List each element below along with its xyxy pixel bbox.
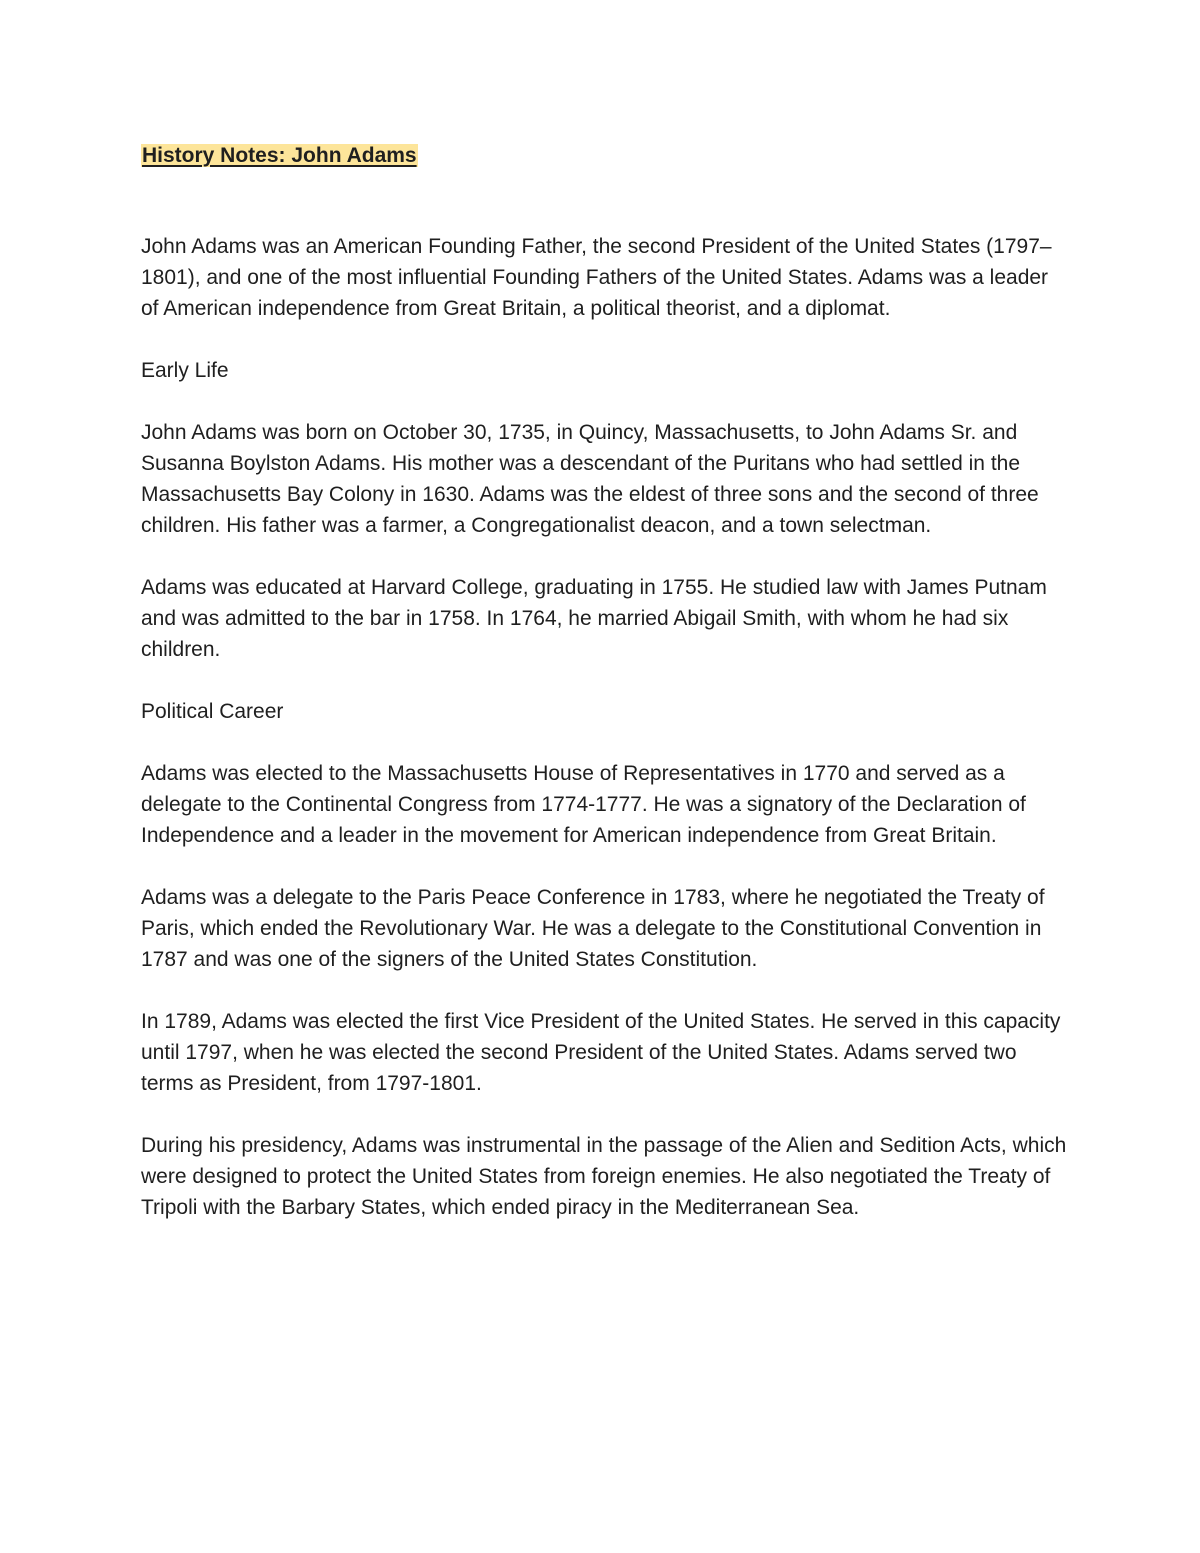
section-heading-early-life: Early Life [141,359,229,382]
document-page [141,140,1071,1254]
political-career-paragraph-3: In 1789, Adams was elected the first Vice President of the United States. He served in this capacity until 1797, when he was elected the second President of the United States. Adams served two terms as President, from 1797-1801. [141,1010,1061,1095]
early-life-paragraph-2: Adams was educated at Harvard College, graduating in 1755. He studied law with James Putnam and was admitted to the bar in 1758. In 1764, he married Abigail Smith, with whom he had six children. [141,576,1047,661]
title-spacer [141,171,1071,231]
document-title-line [141,140,1071,171]
document-title: History Notes: John Adams [142,144,417,167]
section-heading-political-career: Political Career [141,700,284,723]
political-career-paragraph-4: During his presidency, Adams was instrumental in the passage of the Alien and Sedition Acts, which were designed to protect the United States from foreign enemies. He also negotiated the Treaty of Tripoli with the Barbary States, which ended piracy in the Mediterranean Sea. [141,1134,1067,1219]
early-life-paragraph-1: John Adams was born on October 30, 1735, in Quincy, Massachusetts, to John Adams Sr. and Susanna Boylston Adams. His mother was a descendant of the Puritans who had settled in the Massachusetts Bay Colony in 1630. Adams was the eldest of three sons and the second of three children. His father was a farmer, a Congregationalist deacon, and a town selectman. [141,421,1039,537]
intro-paragraph: John Adams was an American Founding Father, the second President of the United States (1797–1801), and one of the most influential Founding Fathers of the United States. Adams was a leader of American independence from Great Britain, a political theorist, and a diplomat. [141,235,1052,320]
political-career-paragraph-2: Adams was a delegate to the Paris Peace Conference in 1783, where he negotiated the Treaty of Paris, which ended the Revolutionary War. He was a delegate to the Constitutional Convention in 1787 and was one of the signers of the United States Constitution. [141,886,1045,971]
political-career-paragraph-1: Adams was elected to the Massachusetts House of Representatives in 1770 and served as a delegate to the Continental Congress from 1774-1777. He was a signatory of the Declaration of Independence and a leader in the movement for American independence from Great Britain. [141,762,1026,847]
